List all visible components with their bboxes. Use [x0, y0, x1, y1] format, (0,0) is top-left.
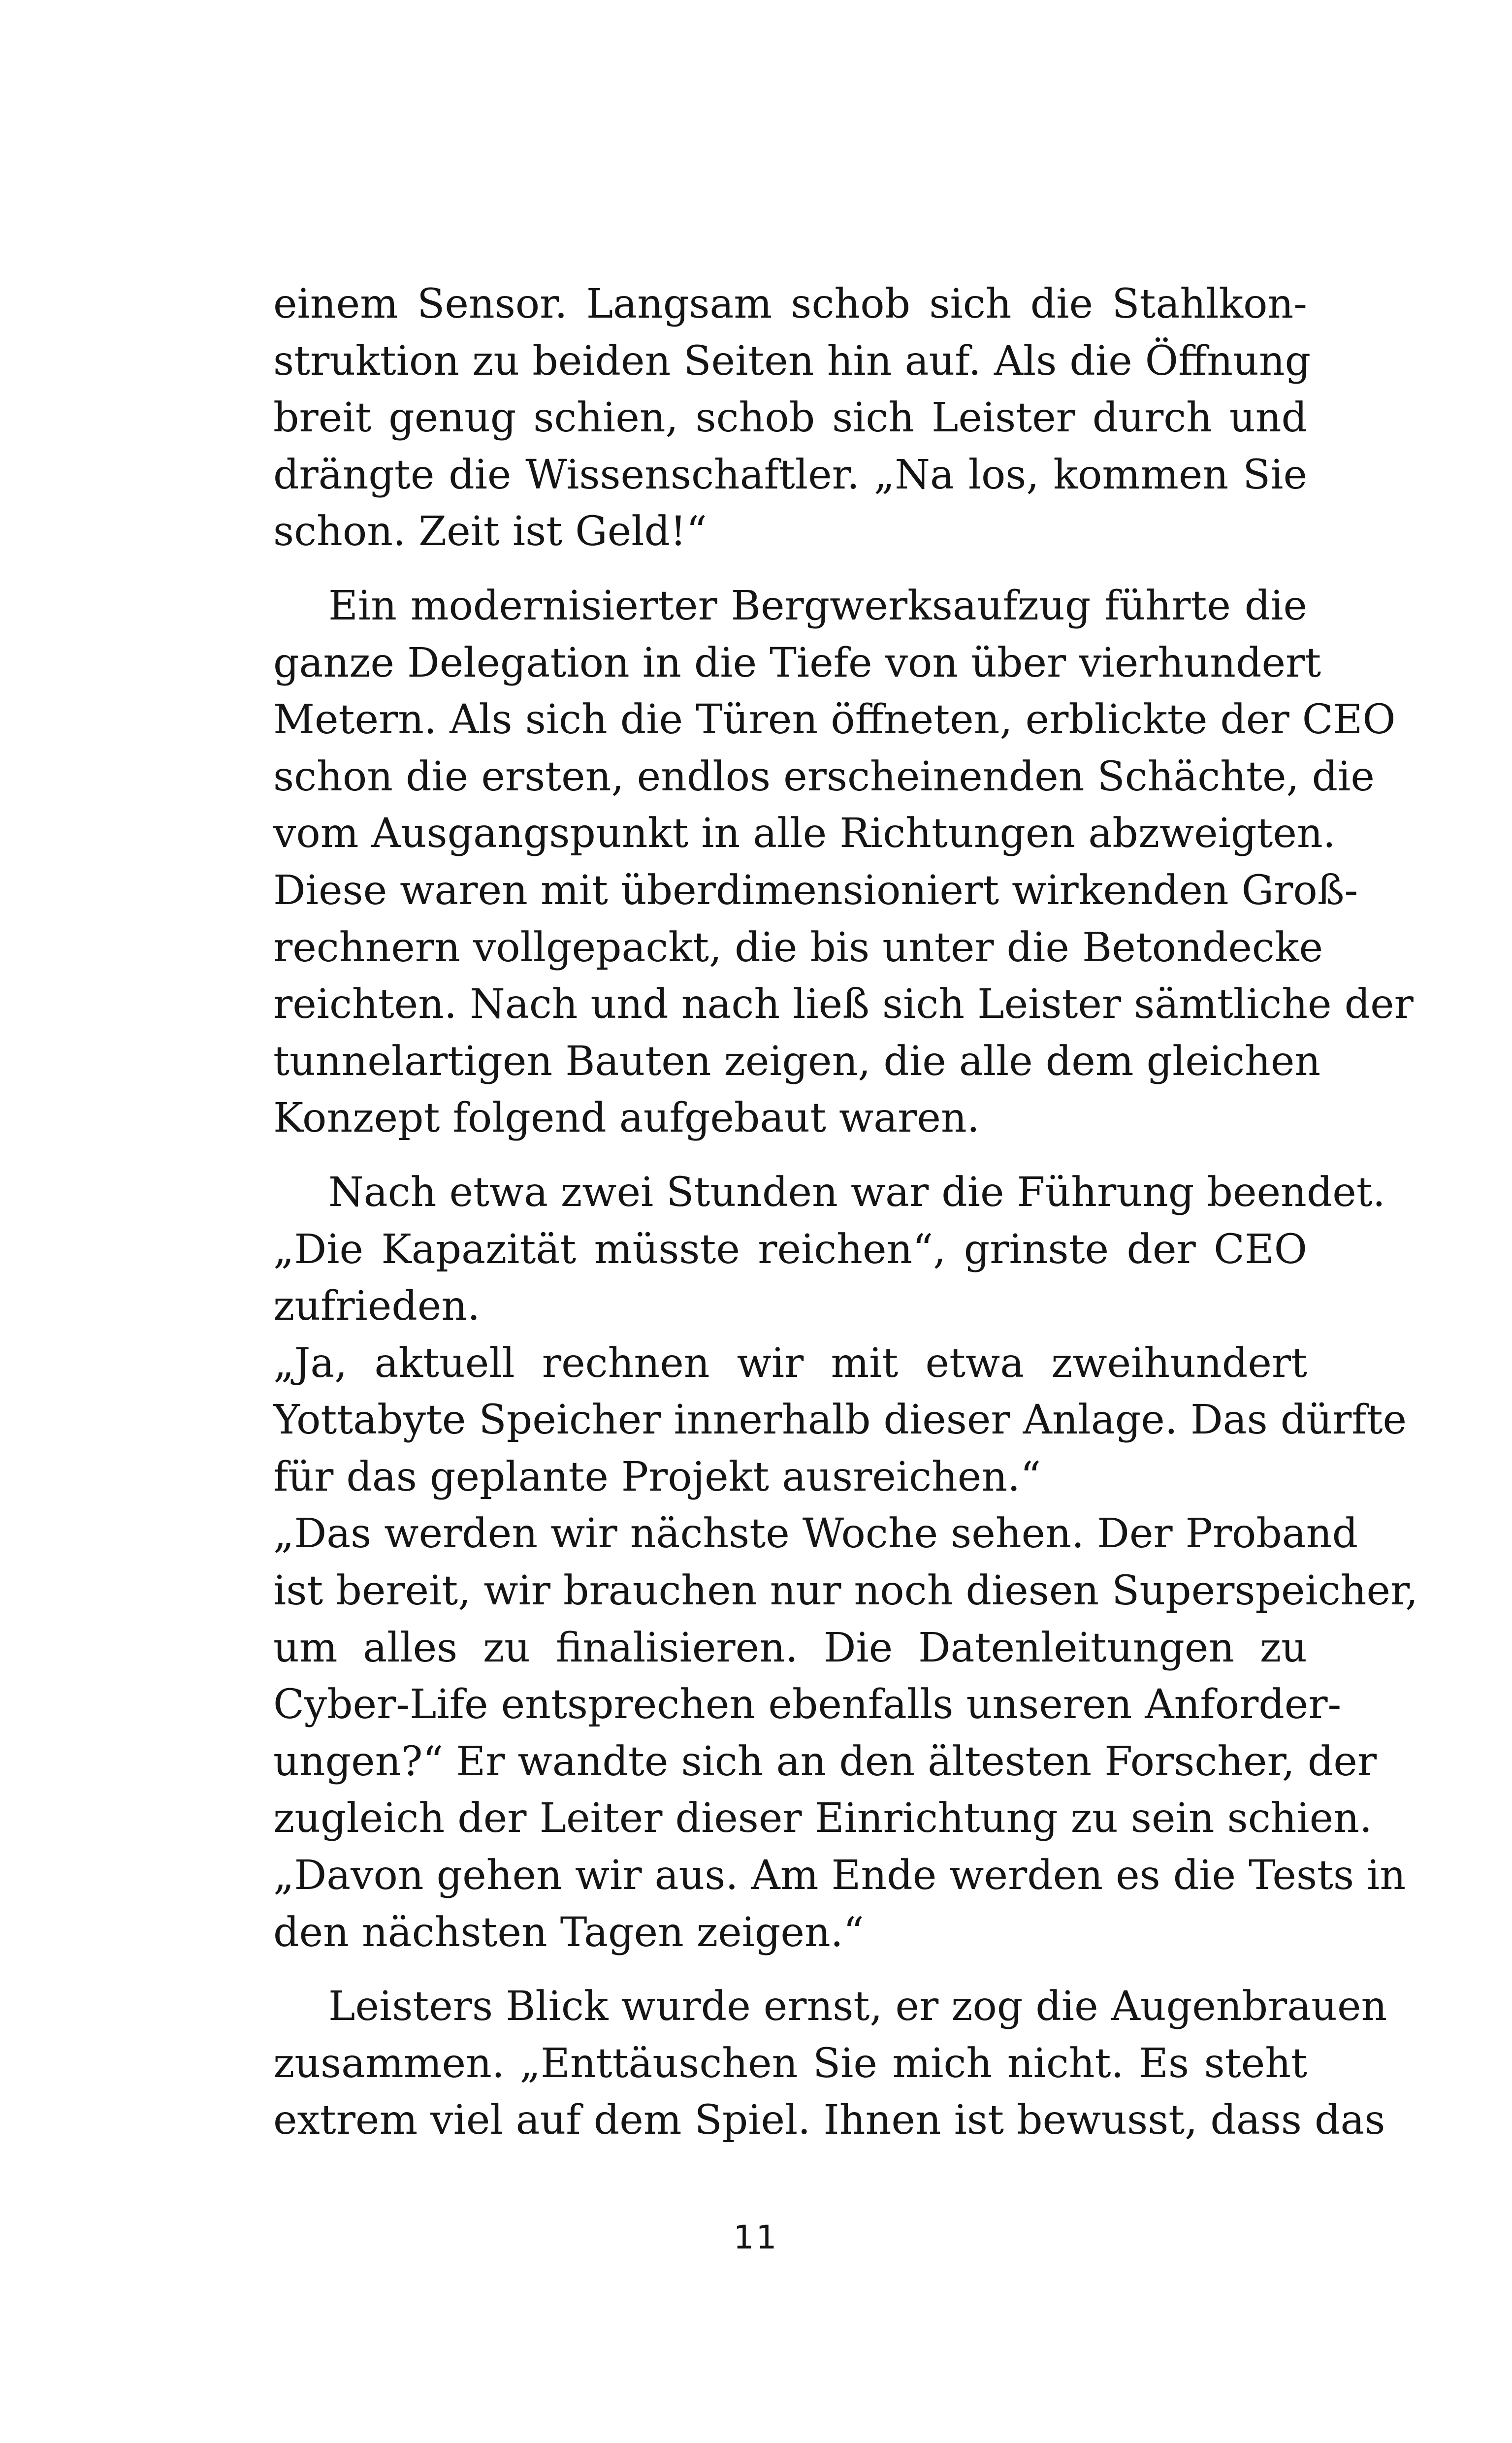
text-line: einem Sensor. Langsam schob sich die Stahlkon- [273, 281, 1307, 327]
body-text [273, 276, 1418, 2149]
text-line: zusammen. „Enttäuschen Sie mich nicht. Es steht [273, 2040, 1307, 2087]
text-line: ist bereit, wir brauchen nur noch diesen Superspeicher, [273, 1567, 1418, 1615]
text-line: „Das werden wir nächste Woche sehen. Der Proband [273, 1510, 1358, 1558]
text-line: zugleich der Leiter dieser Einrichtung zu sein schien. [273, 1795, 1373, 1842]
text-line: Diese waren mit überdimensioniert wirkenden Groß- [273, 867, 1358, 914]
text-line: breit genug schien, schob sich Leister durch und [273, 394, 1307, 442]
text-line: schon die ersten, endlos erscheinenden Schächte, die [273, 753, 1375, 800]
text-line: „Ja, aktuell rechnen wir mit etwa zweihundert [273, 1339, 1307, 1387]
text-line: reichten. Nach und nach ließ sich Leister sämtliche der [273, 981, 1414, 1028]
text-line: Cyber-Life entsprechen ebenfalls unseren Anforder- [273, 1681, 1342, 1728]
text-line: Metern. Als sich die Türen öffneten, erblickte der CEO [273, 696, 1396, 744]
text-line: um alles zu finalisieren. Die Datenleitungen zu [273, 1624, 1307, 1671]
text-line: extrem viel auf dem Spiel. Ihnen ist bewusst, dass das [273, 2097, 1385, 2144]
text-line: rechnern vollgepackt, die bis unter die Betondecke [273, 924, 1323, 971]
text-line: „Die Kapazität müsste reichen“, grinste der CEO [273, 1226, 1307, 1273]
text-line: Konzept folgend aufgebaut waren. [273, 1095, 980, 1142]
text-line: den nächsten Tagen zeigen.“ [273, 1909, 864, 1956]
page-number: 11 [733, 2218, 779, 2256]
text-line: Ein modernisierter Bergwerksaufzug führte die [328, 582, 1307, 629]
text-line: tunnelartigen Bauten zeigen, die alle dem gleichen [273, 1038, 1321, 1085]
text-line: zufrieden. [273, 1283, 481, 1330]
text-line: Nach etwa zwei Stunden war die Führung beendet. [328, 1169, 1385, 1216]
paragraph [273, 1164, 1418, 1961]
paragraph [273, 276, 1311, 560]
text-line: struktion zu beiden Seiten hin auf. Als die Öffnung [273, 337, 1311, 385]
text-line: ungen?“ Er wandte sich an den ältesten Forscher, der [273, 1738, 1377, 1785]
text-line: Yottabyte Speicher innerhalb dieser Anlage. Das dürfte [273, 1397, 1407, 1444]
text-line: vom Ausgangspunkt in alle Richtungen abzweigten. [273, 810, 1336, 857]
paragraph-gap [273, 560, 1307, 578]
paragraph [273, 1978, 1387, 2149]
text-line: Leisters Blick wurde ernst, er zog die Augenbrauen [328, 1983, 1387, 2030]
paragraph-gap [273, 1961, 1307, 1978]
text-line: für das geplante Projekt ausreichen.“ [273, 1453, 1041, 1500]
text-line: drängte die Wissenschaftler. „Na los, kommen Sie [273, 451, 1307, 498]
paragraph [273, 578, 1414, 1147]
text-line: „Davon gehen wir aus. Am Ende werden es die Tests in [273, 1852, 1406, 1899]
paragraph-gap [273, 1147, 1307, 1164]
text-line: schon. Zeit ist Geld!“ [273, 508, 707, 555]
text-line: ganze Delegation in die Tiefe von über vierhundert [273, 639, 1321, 686]
